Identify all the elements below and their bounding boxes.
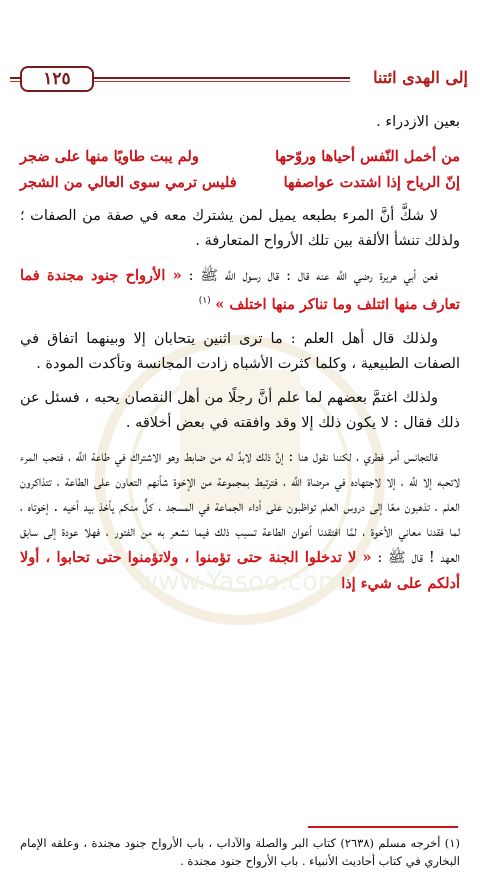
page-body [20,110,460,606]
paragraph-5-text: فالتجانس أمر فطري ، لكننا نقول هنا : إنَّ ذلك لابدَّ له من ضابط وهو الاشتراك في طاعة اللَّه ، فتحب المرء لاتحبه إلا للَّه ، إلا لاجتهاده في مرضاة اللَّه ، فترتبط بمجموعة من الإخوة شأنهم التعاون على الطاعة ، تتذاكرون العلم ، تذهبون معًا إلى دروس العلم تواظبون على أداء الجماعة في المسجد ، كلٌّ منكم يأخذ بيد أخيه . إخوتاه ، لما فقدنا معاني الأخوة ، لمَّا افتقدنا أعوان الطاعة تسبب ذلك فيما نشعر به من الفتور ، فهلا عودة إلى سابق العهد ! قال ﷺ : [20,448,460,566]
hadith-intro: فعن أبي هريرة رضي اللَّه عنه قال : قال رسول اللَّه ﷺ : [188,268,439,284]
paragraph-0: بعين الازدراء . [376,114,460,130]
paragraph-1: لا شكَّ أنَّ المرء بطبعه يميل لمن يشترك معه في صفة من الصفات ؛ ولذلك تنشأ الألفة بين تلك الأرواح المتعارفة . [20,208,460,249]
poem-hemistich: ولم يبت طاويًا منها على ضجر [20,148,199,165]
paragraph-4: ولذلك اغتمَّ بعضهم لما علم أنَّ رجلًا من أهل النقصان يحبه ، فسئل عن ذلك فقال : لا يكون ذلك إلا وقد وافقته في بعض أخلاقه . [20,389,460,431]
poem-hemistich: فليس ترمي سوى العالي من الشجر [20,174,237,191]
footnote-separator [308,826,458,828]
running-title: إلى الهدى ائتنا [373,68,468,87]
hadith-quote: « الأرواح جنود مجندة فما تعارف منها ائتلف وما تناكر منها اختلف » [20,267,460,313]
paragraph-5 [20,445,460,597]
svg-text:www.Yasoo.com: www.Yasoo.com [136,567,344,597]
page-number: ١٢٥ [20,66,94,92]
poem-hemistich: من أخمل النّفس أحياها وروّحها [275,148,460,165]
paragraph-2 [20,263,460,318]
poem [20,144,460,196]
poem-line-1 [20,144,460,170]
footnote: (١) أخرجه مسلم (٢٦٣٨) كتاب البر والصلة والآداب ، باب الأرواح جنود مجندة ، وعلقه الإمام البخاري في كتاب أحاديث الأنبياء . باب الأرواح جنود مجندة . [20,836,460,868]
poem-line-2 [20,170,460,196]
poem-hemistich: إنّ الرياح إذا اشتدت عواصفها [283,174,460,191]
footnote-reference: (١) [198,296,211,306]
paragraph-3: ولذلك قال أهل العلم : ما ترى اثنين يتحابان إلا وبينهما اتفاق في الصفات الطبيعية ، وكلما كثرت الأشباه زادت المجانسة وتأكدت المودة . [20,330,460,372]
page-header [10,66,470,90]
hadith-quote-2: « لا تدخلوا الجنة حتى تؤمنوا ، ولاتؤمنوا حتى تحابوا ، أولا أدلكم على شيء إذا [20,548,460,592]
